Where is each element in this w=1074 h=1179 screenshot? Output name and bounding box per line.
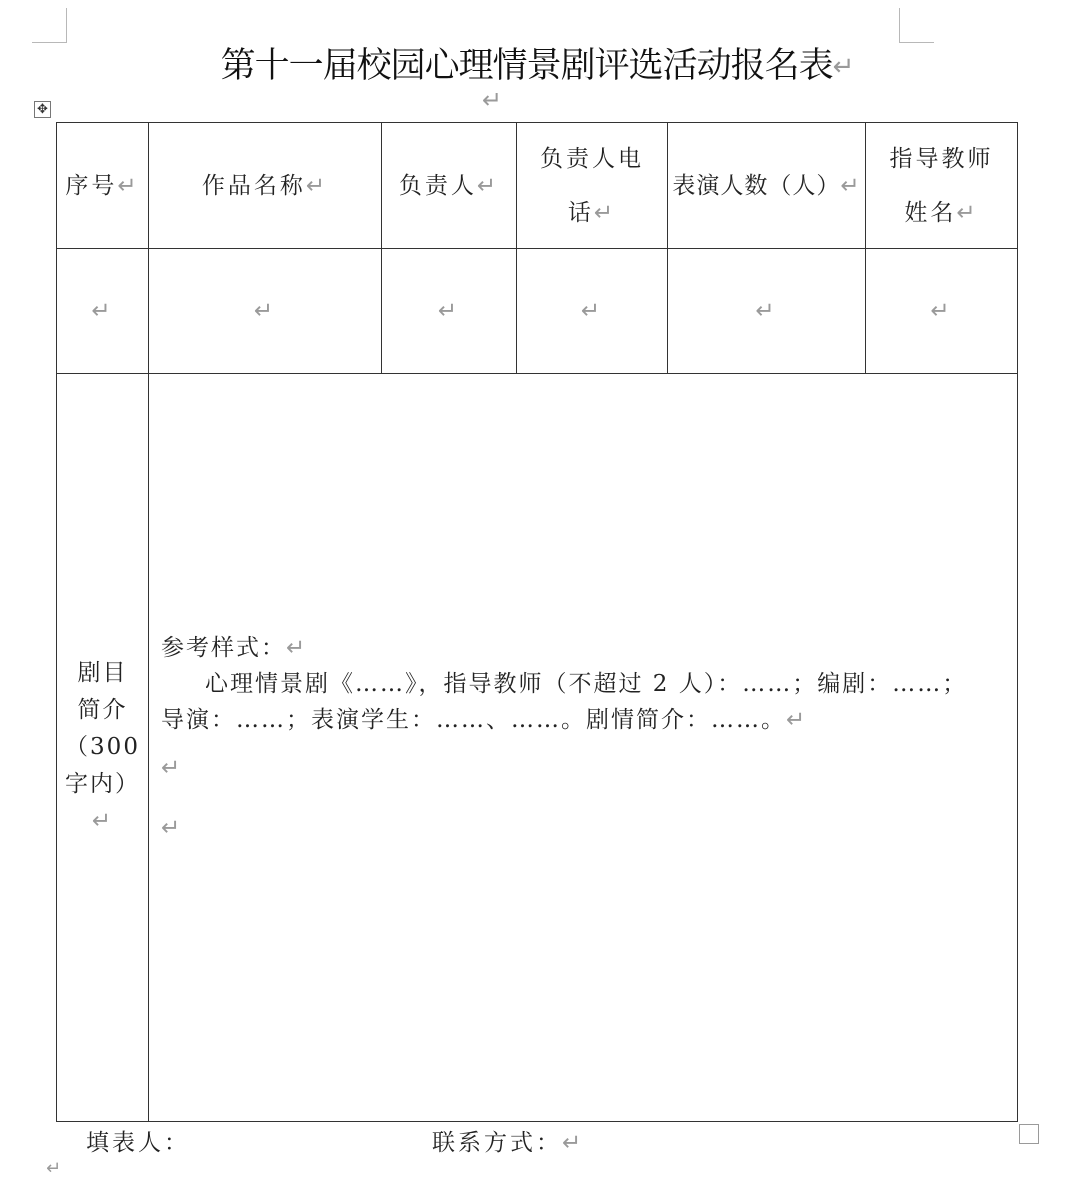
paragraph-mark-icon: ↵ bbox=[161, 815, 183, 841]
header-cell-performer-count[interactable]: 表演人数（人）↵ bbox=[668, 123, 866, 249]
document-title bbox=[0, 38, 1074, 88]
paragraph-mark-icon: ↵ bbox=[253, 298, 277, 324]
paragraph-mark-icon: ↵ bbox=[840, 172, 861, 199]
paragraph-mark-icon: ↵ bbox=[117, 172, 140, 199]
paragraph-mark-icon: ↵ bbox=[286, 635, 308, 661]
header-cell-person-in-charge[interactable]: 负责人↵ bbox=[382, 123, 517, 249]
paragraph-mark-icon: ↵ bbox=[91, 808, 114, 834]
header-cell-contact-phone[interactable]: 负责人电 话↵ bbox=[517, 123, 668, 249]
paragraph-mark-icon: ↵ bbox=[956, 199, 979, 226]
paragraph-mark-icon: ↵ bbox=[161, 755, 183, 781]
entry-cell-performer-count[interactable] bbox=[668, 249, 866, 374]
paragraph-mark-icon: ↵ bbox=[580, 298, 604, 324]
brief-label-cell[interactable]: 剧目 简介 （300 字内）↵ bbox=[57, 374, 149, 1122]
filler-label: 填表人： bbox=[86, 1130, 190, 1156]
paragraph-mark-icon: ↵ bbox=[46, 1158, 62, 1179]
paragraph-mark-icon: ↵ bbox=[562, 1130, 585, 1156]
contact-label: 联系方式：↵ bbox=[432, 1130, 585, 1156]
entry-cell-serial-number[interactable] bbox=[57, 249, 149, 374]
registration-table bbox=[56, 122, 1018, 1122]
reference-heading: 参考样式：↵ bbox=[161, 635, 308, 661]
reference-body-line-1: 心理情景剧《……》，指导教师（不超过 2 人）：……；编剧：……； bbox=[205, 671, 968, 697]
paragraph-mark-icon: ↵ bbox=[437, 298, 461, 324]
paragraph-mark-icon: ↵ bbox=[593, 199, 617, 226]
entry-cell-contact-phone[interactable] bbox=[517, 249, 668, 374]
table-entry-row bbox=[57, 249, 1018, 374]
title-text[interactable]: 第十一届校园心理情景剧评选活动报名表 bbox=[220, 46, 833, 86]
table-header-row bbox=[57, 123, 1018, 249]
empty-paragraph bbox=[161, 750, 1007, 786]
table-move-handle-icon[interactable]: ✥ bbox=[34, 101, 51, 118]
paragraph-mark-icon: ↵ bbox=[305, 172, 329, 199]
paragraph-mark-icon: ↵ bbox=[786, 707, 808, 733]
cell-end-marker-icon bbox=[1019, 1124, 1039, 1144]
reference-body-line-2: 导演：……；表演学生：……、……。剧情简介：……。↵ bbox=[161, 707, 808, 733]
paragraph-mark-icon: ↵ bbox=[755, 298, 778, 324]
header-cell-advisor-name[interactable]: 指导教师 姓名↵ bbox=[866, 123, 1018, 249]
reference-format-text bbox=[161, 630, 1007, 846]
table-brief-row bbox=[57, 374, 1018, 1122]
paragraph-mark-icon: ↵ bbox=[930, 298, 953, 324]
empty-paragraph bbox=[161, 810, 1007, 846]
header-cell-serial-number[interactable]: 序号↵ bbox=[57, 123, 149, 249]
paragraph-mark-icon: ↵ bbox=[482, 86, 503, 114]
header-cell-work-title[interactable]: 作品名称↵ bbox=[149, 123, 382, 249]
paragraph-mark-icon: ↵ bbox=[476, 172, 500, 199]
paragraph-mark-icon: ↵ bbox=[91, 298, 114, 324]
entry-cell-work-title[interactable] bbox=[149, 249, 382, 374]
paragraph-mark-icon: ↵ bbox=[832, 52, 854, 82]
entry-cell-person-in-charge[interactable] bbox=[382, 249, 517, 374]
brief-content-cell[interactable] bbox=[149, 374, 1018, 1122]
entry-cell-advisor-name[interactable] bbox=[866, 249, 1018, 374]
